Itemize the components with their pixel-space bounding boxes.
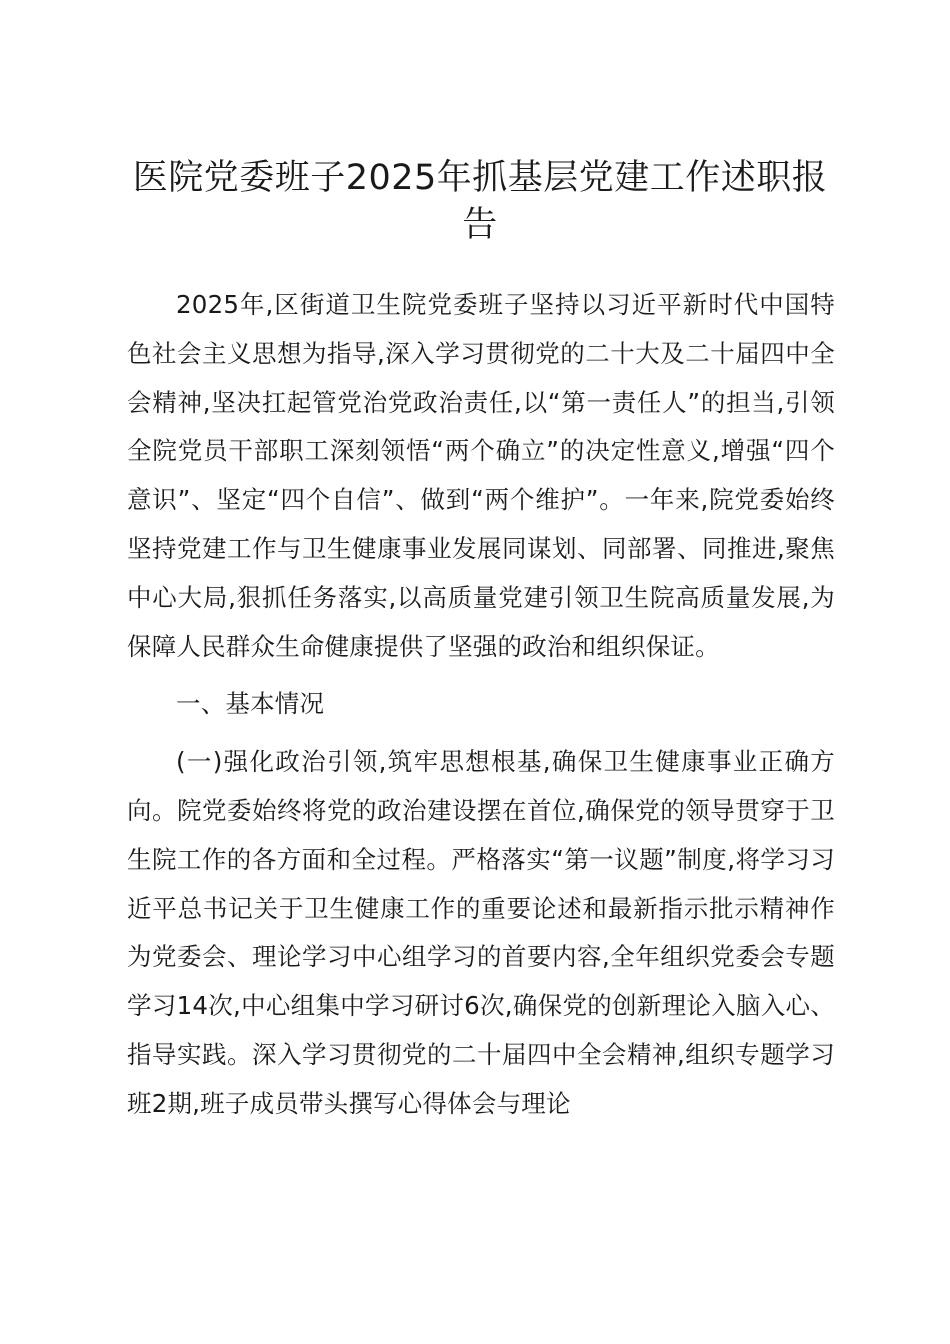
paragraph-gap <box>127 671 835 680</box>
subsection-paragraph: (一)强化政治引领,筑牢思想根基,确保卫生健康事业正确方向。院党委始终将党的政治建设摆在首位,确保党的领导贯穿于卫生院工作的各方面和全过程。严格落实“第一议题”制度,将学习习近平总书记关于卫生健康工作的重要论述和最新指示批示精神作为党委会、理论学习中心组学习的首要内容,全年组织党委会专题学习14次,中心组集中学习研讨6次,确保党的创新理论入脑入心、指导实践。深入学习贯彻党的二十届四中全会精神,组织专题学习班2期,班子成员带头撰写心得体会与理论 <box>127 747 835 1118</box>
document-body <box>127 281 835 1129</box>
section-heading: 一、基本情况 <box>176 689 325 719</box>
document-title: 医院党委班子2025年抓基层党建工作述职报告 <box>132 158 828 245</box>
paragraph-gap <box>127 729 835 738</box>
intro-paragraph: 2025年,区街道卫生院党委班子坚持以习近平新时代中国特色社会主义思想为指导,深入学习贯彻党的二十大及二十届四中全会精神,坚决扛起管党治党政治责任,以“第一责任人”的担当,引领全院党员干部职工深刻领悟“两个确立”的决定性意义,增强“四个意识”、坚定“四个自信”、做到“两个维护”。一年来,院党委始终坚持党建工作与卫生健康事业发展同谋划、同部署、同推进,聚焦中心大局,狠抓任务落实,以高质量党建引领卫生院高质量发展,为保障人民群众生命健康提供了坚强的政治和组织保证。 <box>127 290 835 661</box>
